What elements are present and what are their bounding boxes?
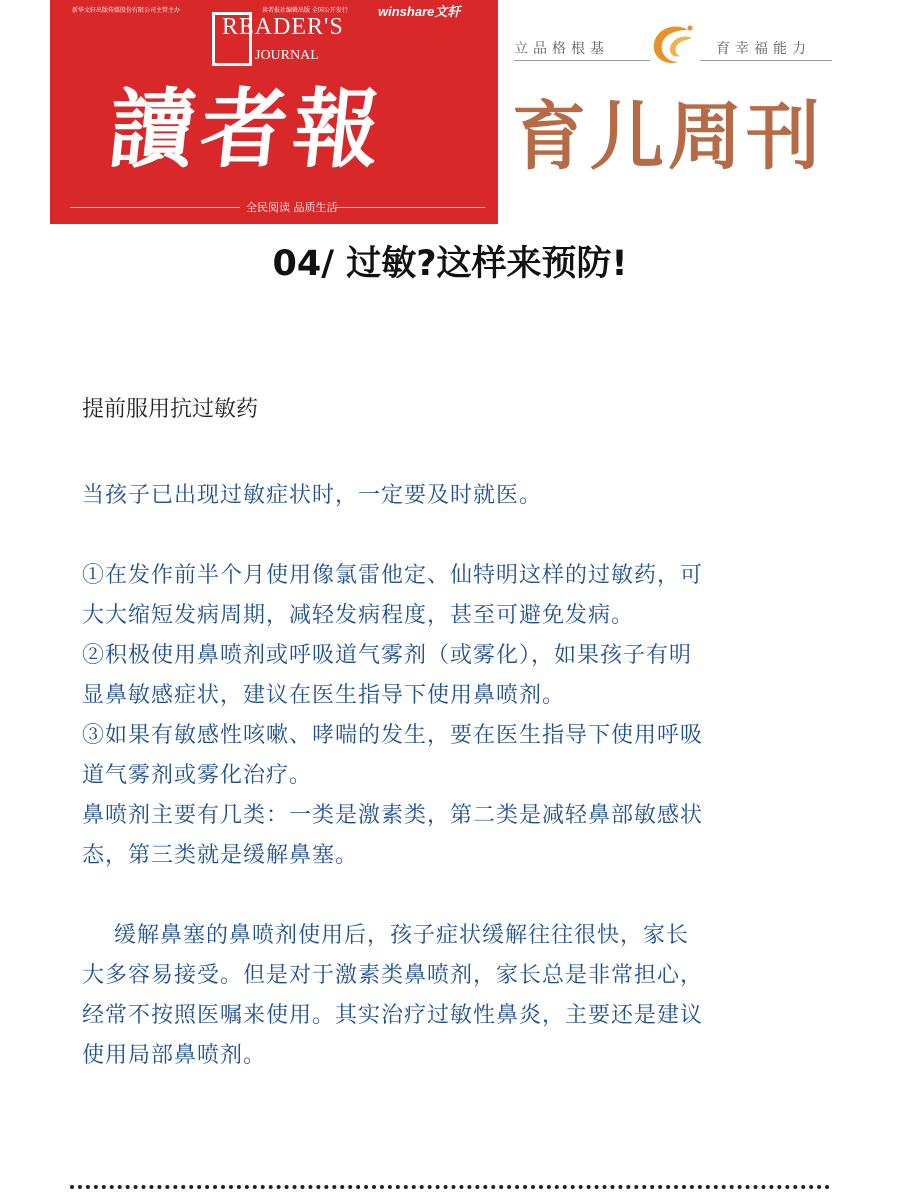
parenting-weekly-title: 育儿周刊	[512, 94, 824, 180]
slogan-rule-right	[335, 207, 485, 208]
motto-rule-right	[700, 60, 832, 61]
motto-rule-left	[514, 60, 650, 61]
winshare-brand: winshare文轩	[378, 4, 461, 19]
paragraph-line: 态，第三类就是缓解鼻塞。	[82, 843, 359, 868]
masthead-slogan: 全民阅读 品质生活	[246, 201, 338, 214]
paragraph-line: 使用局部鼻喷剂。	[82, 1043, 267, 1068]
paragraph-line: 鼻喷剂主要有几类：一类是激素类，第二类是减轻鼻部敏感状	[82, 803, 704, 828]
slogan-rule-left	[70, 207, 240, 208]
motto-right: 育幸福能力	[716, 41, 811, 57]
logo-word-journal: JOURNAL	[255, 48, 319, 63]
masthead-title-cn: 讀者報	[103, 79, 391, 180]
paragraph-line: 显鼻敏感症状，建议在医生指导下使用鼻喷剂。	[82, 683, 566, 708]
article-title: 04/ 过敏?这样来预防!	[272, 244, 628, 284]
paragraph-line: 缓解鼻塞的鼻喷剂使用后，孩子症状缓解往往很快，家长	[82, 923, 689, 948]
swirl-logo-icon	[648, 22, 698, 68]
publisher-line: 新华文轩出版传媒股份有限公司主管主办	[72, 7, 181, 14]
paragraph-line: ③如果有敏感性咳嗽、哮喘的发生，要在医生指导下使用呼吸	[82, 723, 704, 748]
readers-journal-masthead	[50, 0, 498, 224]
paragraph-line: 当孩子已出现过敏症状时，一定要及时就医。	[82, 483, 543, 508]
paragraph-line: 大大缩短发病周期，减轻发病程度，甚至可避免发病。	[82, 603, 635, 628]
footer-dotted-rule	[70, 1185, 830, 1189]
paragraph-line: 大多容易接受。但是对于激素类鼻喷剂，家长总是非常担心，	[82, 963, 704, 988]
motto-left: 立品格根基	[514, 41, 609, 57]
paragraph-line: ②积极使用鼻喷剂或呼吸道气雾剂（或雾化），如果孩子有明	[82, 643, 693, 668]
paragraph-line: ①在发作前半个月使用像氯雷他定、仙特明这样的过敏药，可	[82, 563, 704, 588]
logo-word-readers: READER'S	[222, 14, 344, 40]
section-heading: 提前服用抗过敏药	[82, 397, 259, 422]
paragraph-line: 道气雾剂或雾化治疗。	[82, 763, 313, 788]
paragraph-line: 经常不按照医嘱来使用。其实治疗过敏性鼻炎，主要还是建议	[82, 1003, 704, 1028]
issue-line: 读者报社编辑出版 全国公开发行	[262, 7, 348, 14]
